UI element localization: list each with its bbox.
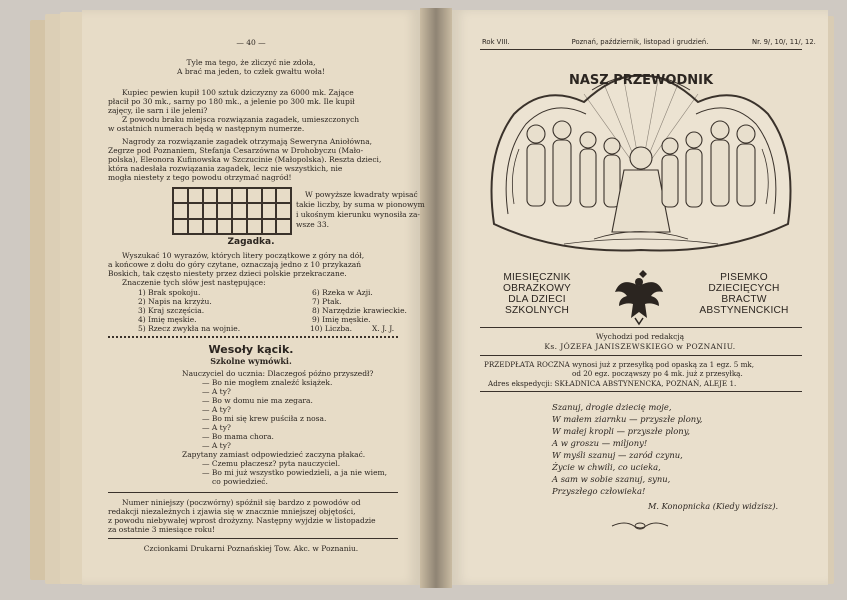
subscription-text: PRZEDPŁATA ROCZNA wynosi już z przesyłką pod opaską za 1 egz. 5 mk,: [484, 360, 755, 369]
zagadka-title: Zagadka.: [227, 237, 275, 247]
humor-line: — Czemu płaczesz? pyta nauczyciel.: [202, 459, 341, 468]
issue-number: Nr. 9/, 10/, 11/, 12.: [752, 38, 816, 46]
zagadka-text: Znaczenie tych słów jest następujące:: [122, 278, 266, 287]
list-item: 6) Rzeka w Azji.: [312, 288, 373, 297]
list-item: 7) Ptak.: [312, 297, 342, 306]
puzzle-text: Kupiec pewien kupił 100 sztuk dziczyzny za 6000 mk. Zające: [122, 88, 354, 97]
ornament-icon: [610, 520, 670, 532]
masthead-title: NASZ PRZEWODNIK: [568, 73, 714, 88]
notice-text: Numer niniejszy (poczwórny) spóźnił się bardzo z powodów od: [122, 498, 361, 507]
editor-line: Wychodzi pod redakcją: [595, 332, 685, 341]
poem-line: W myśli szanuj — zaród czynu,: [552, 450, 683, 460]
issue-year: Rok VIII.: [482, 38, 510, 46]
subtitle-left-column: [472, 272, 602, 316]
list-item: 3) Kraj szczęścia.: [138, 306, 205, 315]
humor-line: Nauczyciel do ucznia: Dlaczegoś późno przyszedł?: [182, 369, 374, 378]
epigraph-line: Tyle ma tego, że zliczyć nie zdoła,: [186, 58, 316, 67]
subtitle-line: PISEMKO: [720, 272, 768, 283]
prizes-text: mogła niestety z tego powodu otrzymać nagród!: [108, 173, 292, 182]
puzzle-text: płacił po 30 mk., sarny po 180 mk., a jelenie po 300 mk. Ile kupił: [108, 97, 355, 106]
list-item: 4) Imię męskie.: [138, 315, 197, 324]
humor-line: — Bo mama chora.: [202, 432, 274, 441]
humor-line: — Bo w domu nie ma zegara.: [202, 396, 313, 405]
zagadka-text: a końcowe z dołu do góry czytane, oznaczają jedno z 10 przykazań: [108, 260, 362, 269]
prizes-text: Zegrze pod Poznaniem, Stefanja Cesarzówna w Drohobyczu (Mało-: [108, 146, 364, 155]
notice-text: redakcji niezależnych i zjawia się w znacznie mniejszej objętości,: [108, 507, 356, 516]
subtitle-line: OBRAZKOWY: [502, 283, 572, 294]
notice-text: z powodu niebywałej wprost drożyzny. Następny wyjdzie w listopadzie: [108, 516, 376, 525]
header-rule: [480, 49, 802, 50]
poem-line: A sam w sobie szanuj, synu,: [552, 474, 671, 484]
humor-title: Wesoły kącik.: [208, 343, 294, 356]
signature: X. J. J.: [372, 324, 395, 333]
poem-line: W małem ziarnku — przyszłe plony,: [552, 414, 703, 424]
humor-line: — Bo nie mogłem znaleźć książek.: [202, 378, 333, 387]
left-page: [82, 10, 425, 585]
humor-subtitle: Szkolne wymówki.: [210, 356, 292, 366]
poem-line: Przyszłego człowieka!: [552, 486, 646, 496]
subtitle-right-column: [678, 272, 810, 316]
subtitle-line: ABSTYNENCKICH: [699, 305, 789, 316]
humor-line: — A ty?: [202, 387, 231, 396]
masthead-illustration: [474, 54, 808, 260]
square-text: takie liczby, by suma w pionowym: [296, 200, 425, 209]
humor-line: — A ty?: [202, 441, 231, 450]
prizes-text: Nagrody za rozwiązanie zagadek otrzymają Seweryna Aniołówna,: [122, 137, 373, 146]
prizes-text: która nadesłała rozwiązania zagadek, lecz nie wszystkich, nie: [108, 164, 343, 173]
list-item: 2) Napis na krzyżu.: [138, 297, 212, 306]
poem-line: A w groszu — miljony!: [552, 438, 648, 448]
notice-text: za ostatnie 3 miesiące roku!: [108, 525, 216, 534]
puzzle-text: w ostatnich numerach będą w następnym numerze.: [108, 124, 305, 133]
subtitle-line: BRACTW: [721, 294, 767, 305]
dotted-divider: [108, 336, 398, 338]
divider: [480, 391, 802, 392]
book-gutter: [420, 8, 452, 588]
humor-line: — A ty?: [202, 405, 231, 414]
divider: [108, 492, 398, 493]
humor-line: co powiedzieć.: [212, 477, 268, 486]
list-item: 10) Liczba.: [310, 324, 353, 333]
list-item: 9) Imię męskie.: [312, 315, 371, 324]
right-page: [452, 10, 828, 585]
divider: [480, 327, 802, 328]
humor-line: — Bo mi już wszystko powiedzieli, a ja nie wiem,: [202, 468, 388, 477]
zagadka-text: Wyszukać 10 wyrazów, których litery początkowe z góry na dół,: [122, 251, 365, 260]
issue-date: Poznań, październik, listopad i grudzień.: [571, 38, 709, 46]
humor-line: — Bo mi się krew puściła z nosa.: [202, 414, 327, 423]
poem-line: Życie w chwili, co ucieka,: [552, 462, 661, 472]
humor-line: — A ty?: [202, 423, 231, 432]
list-item: 5) Rzecz zwykła na wojnie.: [138, 324, 241, 333]
subtitle-line: SZKOLNYCH: [504, 305, 570, 316]
square-text: wsze 33.: [296, 220, 329, 229]
square-text: W powyższe kwadraty wpisać: [305, 190, 418, 199]
editor-name: Ks. JÓZEFA JANISZEWSKIEGO w POZNANIU.: [544, 342, 736, 351]
subtitle-line: DZIECIĘCYCH: [708, 283, 780, 294]
square-text: i ukośnym kierunku wynosiła za-: [296, 210, 420, 219]
list-item: 8) Narzędzie krawieckie.: [312, 306, 407, 315]
poem-author: M. Konopnicka (Kiedy widzisz).: [648, 501, 779, 511]
magic-square-grid: [172, 187, 292, 235]
puzzle-text: zajęcy, ile sarn i ile jeleni?: [108, 106, 208, 115]
list-item: 1) Brak spokoju.: [138, 288, 201, 297]
page-number: — 40 —: [236, 38, 266, 47]
subscription-text: od 20 egz. począwszy po 4 mk. już z przesyłką.: [572, 369, 743, 378]
subtitle-line: DLA DZIECI: [508, 294, 566, 305]
white-eagle-emblem-icon: [613, 268, 665, 326]
epigraph-line: A brać ma jeden, to człek gwałtu woła!: [177, 67, 325, 76]
prizes-text: polska), Eleonora Kufinowska w Szczucinie (Małopolska). Reszta dzieci,: [108, 155, 382, 164]
subtitle-line: MIESIĘCZNIK: [503, 272, 571, 283]
printer-credit: Czcionkami Drukarni Poznańskiej Tow. Akc. w Poznaniu.: [143, 544, 359, 553]
divider: [480, 355, 802, 356]
poem-line: Szanuj, drogie dziecię moje,: [552, 402, 672, 412]
poem-line: W małej kropli — przyszłe plony,: [552, 426, 690, 436]
divider: [108, 538, 398, 539]
zagadka-text: Boskich, tak często niestety przez dzieci polskie przekraczane.: [108, 269, 347, 278]
puzzle-text: Z powodu braku miejsca rozwiązania zagadek, umieszczonych: [122, 115, 360, 124]
humor-line: Zapytany zamiast odpowiedzieć zaczyna płakać.: [182, 450, 366, 459]
expedition-address: Adres ekspedycji: SKŁADNICA ABSTYNENCKA, POZNAŃ, ALEJE 1.: [488, 379, 737, 388]
